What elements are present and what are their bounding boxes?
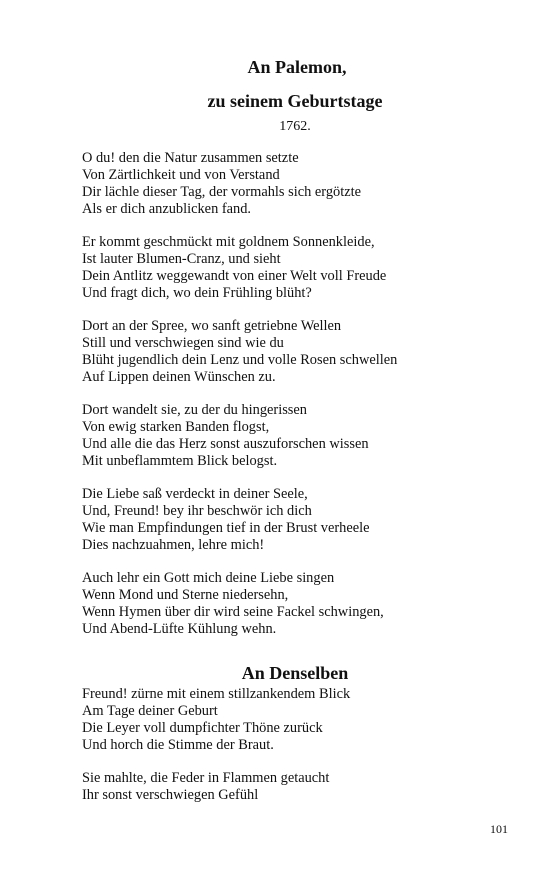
verse-line: Dir lächle dieser Tag, der vormahls sich ergötzte xyxy=(82,184,361,200)
stanza xyxy=(82,318,512,386)
verse-line: Die Liebe saß verdeckt in deiner Seele, xyxy=(82,486,308,502)
second-poem-body xyxy=(82,686,512,820)
verse-line: Von ewig starken Banden flogst, xyxy=(82,419,270,435)
verse-line: Dies nachzuahmen, lehre mich! xyxy=(82,537,265,553)
verse-line: Auf Lippen deinen Wünschen zu. xyxy=(82,369,276,385)
verse-line: Als er dich anzublicken fand. xyxy=(82,201,252,217)
stanza xyxy=(82,770,512,804)
poem-year: 1762. xyxy=(279,119,311,134)
verse-line: Dein Antlitz weggewandt von einer Welt voll Freude xyxy=(82,268,387,284)
verse-line: Auch lehr ein Gott mich deine Liebe singen xyxy=(82,570,335,586)
verse-line: Wenn Hymen über dir wird seine Fackel schwingen, xyxy=(82,604,384,620)
verse-line: Sie mahlte, die Feder in Flammen getaucht xyxy=(82,770,330,786)
poem-title: An Palemon, xyxy=(247,57,347,77)
verse-line: Wenn Mond und Sterne niedersehn, xyxy=(82,587,289,603)
verse-line: Dort wandelt sie, zu der du hingerissen xyxy=(82,402,307,418)
stanza xyxy=(82,570,512,638)
poem-body xyxy=(82,150,512,654)
poem-subtitle: zu seinem Geburtstage xyxy=(207,91,383,111)
verse-line: Und Abend-Lüfte Kühlung wehn. xyxy=(82,621,277,637)
verse-line: Ihr sonst verschwiegen Gefühl xyxy=(82,787,259,803)
page-number: 101 xyxy=(490,822,508,836)
verse-line: Die Leyer voll dumpfichter Thöne zurück xyxy=(82,720,323,736)
verse-line: Ist lauter Blumen-Cranz, und sieht xyxy=(82,251,281,267)
second-poem-title: An Denselben xyxy=(241,663,349,683)
verse-line: Freund! zürne mit einem stillzankendem Blick xyxy=(82,686,351,702)
verse-line: Und alle die das Herz sonst auszuforschen wissen xyxy=(82,436,369,452)
stanza xyxy=(82,402,512,470)
verse-line: Still und verschwiegen sind wie du xyxy=(82,335,284,351)
stanza xyxy=(82,234,512,302)
verse-line: Und horch die Stimme der Braut. xyxy=(82,737,274,753)
verse-line: Er kommt geschmückt mit goldnem Sonnenkleide, xyxy=(82,234,375,250)
stanza xyxy=(82,486,512,554)
stanza xyxy=(82,150,512,218)
verse-line: Dort an der Spree, wo sanft getriebne Wellen xyxy=(82,318,342,334)
verse-line: O du! den die Natur zusammen setzte xyxy=(82,150,299,166)
stanza xyxy=(82,686,512,754)
verse-line: Und, Freund! bey ihr beschwör ich dich xyxy=(82,503,312,519)
verse-line: Wie man Empfindungen tief in der Brust verheele xyxy=(82,520,370,536)
verse-line: Blüht jugendlich dein Lenz und volle Rosen schwellen xyxy=(82,352,398,368)
verse-line: Am Tage deiner Geburt xyxy=(82,703,218,719)
verse-line: Von Zärtlichkeit und von Verstand xyxy=(82,167,280,183)
verse-line: Und fragt dich, wo dein Frühling blüht? xyxy=(82,285,312,301)
verse-line: Mit unbeflammtem Blick belogst. xyxy=(82,453,278,469)
